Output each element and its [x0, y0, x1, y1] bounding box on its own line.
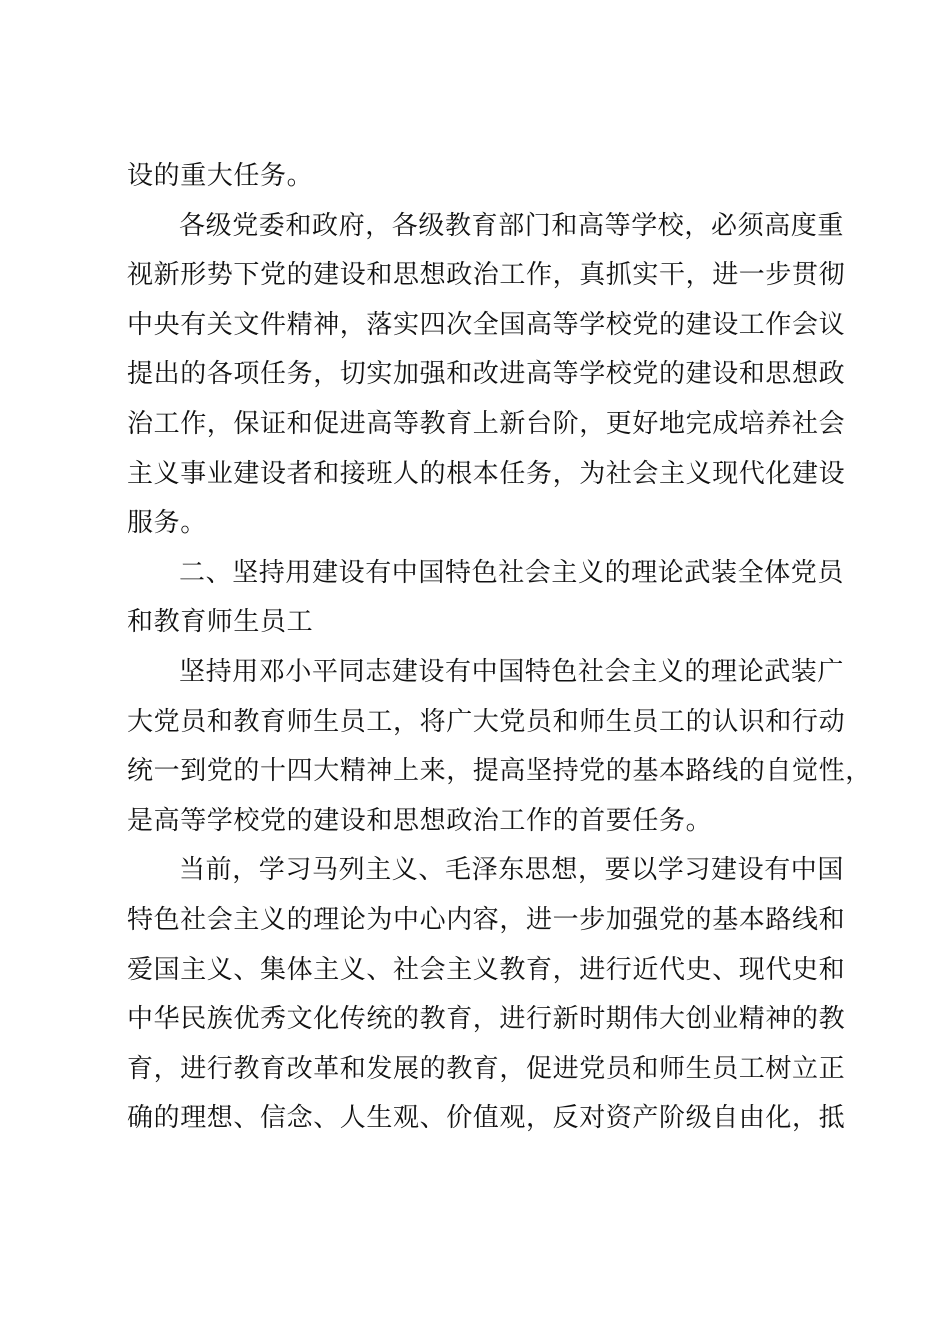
text-line: 提出的各项任务，切实加强和改进高等学校党的建设和思想政: [127, 359, 846, 390]
text-line: 坚持用邓小平同志建设有中国特色社会主义的理论武装广: [179, 656, 845, 687]
text-line: 中华民族优秀文化传统的教育，进行新时期伟大创业精神的教: [127, 1004, 846, 1035]
text-line: 服务。: [127, 508, 207, 539]
text-line: 统一到党的十四大精神上来，提高坚持党的基本路线的自觉性，: [127, 756, 872, 787]
document-body: [127, 152, 872, 1144]
text-line: 确的理想、信念、人生观、价值观，反对资产阶级自由化，抵: [127, 1103, 846, 1134]
section-heading-line: 和教育师生员工: [127, 607, 314, 638]
text-line: 治工作，保证和促进高等教育上新台阶，更好地完成培养社会: [127, 408, 846, 439]
text-line: 育，进行教育改革和发展的教育，促进党员和师生员工树立正: [127, 1053, 846, 1084]
text-line: 当前，学习马列主义、毛泽东思想，要以学习建设有中国: [179, 855, 845, 886]
text-line: 特色社会主义的理论为中心内容，进一步加强党的基本路线和: [127, 904, 846, 935]
text-line: 主义事业建设者和接班人的根本任务，为社会主义现代化建设: [127, 458, 846, 489]
section-heading-line: 二、坚持用建设有中国特色社会主义的理论武装全体党员: [179, 557, 845, 588]
text-line: 视新形势下党的建设和思想政治工作，真抓实干，进一步贯彻: [127, 260, 846, 291]
text-line: 设的重大任务。: [127, 161, 314, 191]
text-line: 爱国主义、集体主义、社会主义教育，进行近代史、现代史和: [127, 954, 846, 985]
text-line: 是高等学校党的建设和思想政治工作的首要任务。: [127, 805, 713, 836]
text-line: 大党员和教育师生员工，将广大党员和师生员工的认识和行动: [127, 706, 846, 737]
text-line: 中央有关文件精神，落实四次全国高等学校党的建设工作会议: [127, 309, 846, 340]
text-line: 各级党委和政府，各级教育部门和高等学校，必须高度重: [179, 210, 845, 241]
